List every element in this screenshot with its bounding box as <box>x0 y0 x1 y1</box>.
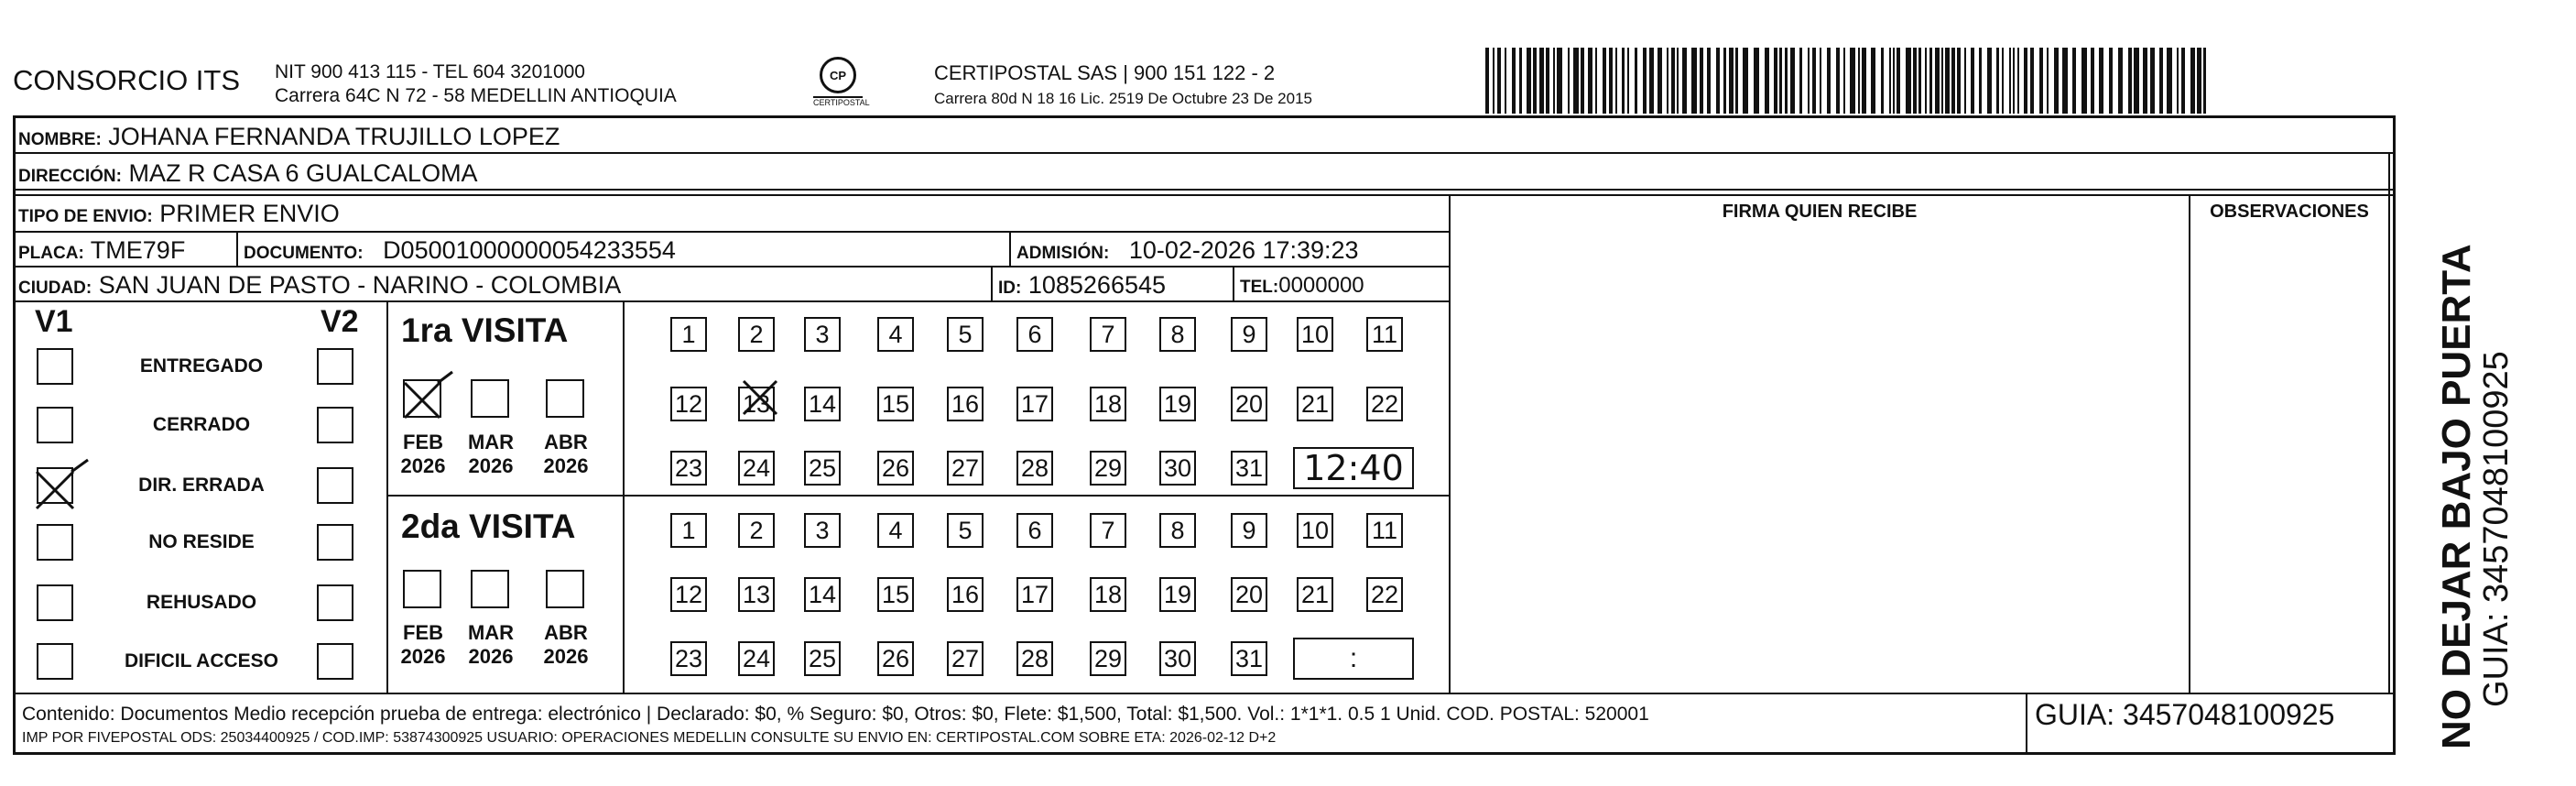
v2-checkbox[interactable] <box>317 467 353 504</box>
barcode-bar <box>2013 48 2015 114</box>
barcode-bar <box>1906 48 1911 114</box>
barcode-bar <box>1785 48 1788 114</box>
day-box[interactable]: 8 <box>1159 513 1196 548</box>
tel-field <box>1240 273 1364 299</box>
month-year: 2026 <box>543 645 589 668</box>
month-label <box>538 431 593 478</box>
day-box[interactable]: 18 <box>1090 387 1126 421</box>
documento-field <box>244 236 676 265</box>
observaciones-header: OBSERVACIONES <box>2210 202 2369 222</box>
barcode-bar <box>1765 48 1769 114</box>
month-year: 2026 <box>543 454 589 477</box>
month-label <box>463 431 518 478</box>
barcode-bar <box>1609 48 1613 114</box>
barcode-bar <box>1716 48 1720 114</box>
barcode-bar <box>1918 48 1921 114</box>
time-field[interactable] <box>1293 447 1414 489</box>
barcode-bar <box>1553 48 1555 114</box>
month-checkbox[interactable] <box>546 570 584 608</box>
day-box[interactable]: 23 <box>670 451 707 486</box>
month-year: 2026 <box>468 454 514 477</box>
admision-value: 10-02-2026 17:39:23 <box>1128 236 1359 264</box>
barcode-bar <box>1635 48 1637 114</box>
month-year: 2026 <box>400 645 446 668</box>
barcode-bar <box>1729 48 1734 114</box>
admision-label: ADMISIÓN: <box>1016 244 1110 263</box>
direccion-value: MAZ R CASA 6 GUALCALOMA <box>128 159 478 187</box>
day-box[interactable]: 20 <box>1231 387 1267 421</box>
barcode-bar <box>1827 48 1831 114</box>
barcode-bar <box>1987 48 1992 114</box>
barcode-bar <box>1893 48 1895 114</box>
barcode-bar <box>1941 48 1943 114</box>
barcode-bar <box>1913 48 1917 114</box>
day-box[interactable]: 6 <box>1016 513 1053 548</box>
barcode-bar <box>1964 48 1966 114</box>
footer-content: Contenido: Documentos Medio recepción prueba de entrega: electrónico | Declarado: $0, % Seguro: $0, Otros: $0, Flete: $1,500, Total: $1,500. Vol.: 1*1*1. 0.5 1 Unid. COD. POSTAL: 520001 <box>22 704 1649 725</box>
day-box[interactable]: 5 <box>947 513 984 548</box>
day-box[interactable]: 28 <box>1016 641 1053 676</box>
id-value: 1085266545 <box>1027 271 1167 299</box>
placa-value: TME79F <box>90 236 186 264</box>
day-box[interactable]: 13 <box>738 387 775 421</box>
barcode-bar <box>1707 48 1711 114</box>
barcode-bar <box>2017 48 2019 114</box>
day-box[interactable]: 1 <box>670 317 707 352</box>
firma-header: FIRMA QUIEN RECIBE <box>1722 202 1918 222</box>
day-box[interactable]: 10 <box>1297 513 1333 548</box>
barcode-bar <box>1573 48 1579 114</box>
v1-checkbox[interactable] <box>37 348 73 385</box>
status-label: CERRADO <box>152 414 251 435</box>
ciudad-label: CIUDAD: <box>18 278 92 298</box>
barcode-bar <box>1539 48 1544 114</box>
barcode-bar <box>1700 48 1703 114</box>
status-label: NO RESIDE <box>148 531 255 552</box>
barcode-bar <box>2047 48 2049 114</box>
barcode-bar <box>1682 48 1687 114</box>
barcode <box>1485 48 2218 114</box>
day-box[interactable]: 18 <box>1090 577 1126 612</box>
day-box[interactable]: 3 <box>804 317 841 352</box>
barcode-bar <box>1512 48 1516 114</box>
day-box[interactable]: 12 <box>670 577 707 612</box>
barcode-bar <box>2054 48 2059 114</box>
day-box[interactable]: 30 <box>1159 451 1196 486</box>
barcode-bar <box>1603 48 1606 114</box>
month-checkbox[interactable] <box>471 570 509 608</box>
status-label: ENTREGADO <box>139 355 264 377</box>
barcode-bar <box>2009 48 2011 114</box>
barcode-bar <box>2150 48 2155 114</box>
placa-field <box>18 236 185 265</box>
v2-checkbox[interactable] <box>317 643 353 680</box>
first-visit-title: 1ra VISITA <box>401 311 569 349</box>
month-checkbox[interactable] <box>546 379 584 418</box>
barcode-bar <box>2177 48 2179 114</box>
barcode-bar <box>1996 48 1999 114</box>
day-box[interactable]: 22 <box>1366 577 1403 612</box>
barcode-bar <box>2109 48 2113 114</box>
day-box[interactable]: 4 <box>877 513 914 548</box>
barcode-bar <box>1812 48 1816 114</box>
v1-checkbox[interactable] <box>37 643 73 680</box>
day-box[interactable]: 12 <box>670 387 707 421</box>
no-dejar-bajo-puerta: NO DEJAR BAJO PUERTA <box>2434 244 2479 749</box>
month-checkbox[interactable] <box>471 379 509 418</box>
barcode-bar <box>1658 48 1662 114</box>
company-name: CONSORCIO ITS <box>13 64 241 96</box>
barcode-bar <box>1858 48 1860 114</box>
barcode-bar <box>1820 48 1821 114</box>
barcode-bar <box>1774 48 1777 114</box>
barcode-bar <box>1979 48 1982 114</box>
day-box[interactable]: 29 <box>1090 641 1126 676</box>
day-box[interactable]: 17 <box>1016 387 1053 421</box>
barcode-bar <box>2081 48 2087 114</box>
barcode-bar <box>1897 48 1900 114</box>
barcode-bar <box>1519 48 1522 114</box>
day-box[interactable]: 4 <box>877 317 914 352</box>
barcode-bar <box>2159 48 2163 114</box>
barcode-bar <box>1951 48 1955 114</box>
day-box[interactable]: 6 <box>1016 317 1053 352</box>
day-box[interactable]: 20 <box>1231 577 1267 612</box>
barcode-bar <box>1677 48 1679 114</box>
day-box[interactable]: 17 <box>1016 577 1053 612</box>
barcode-bar <box>2143 48 2147 114</box>
month-label <box>538 621 593 669</box>
day-box[interactable]: 1 <box>670 513 707 548</box>
tipo-label: TIPO DE ENVIO: <box>18 207 153 226</box>
barcode-bar <box>1649 48 1654 114</box>
time-value: 12:40 <box>1303 448 1404 488</box>
nombre-field <box>18 123 560 151</box>
nombre-value: JOHANA FERNANDA TRUJILLO LOPEZ <box>108 123 560 150</box>
v2-checkbox[interactable] <box>317 407 353 443</box>
day-box[interactable]: 19 <box>1159 577 1196 612</box>
guia-number: GUIA: 3457048100925 <box>2035 698 2335 731</box>
day-box[interactable]: 7 <box>1090 513 1126 548</box>
v1-checkbox[interactable] <box>37 584 73 621</box>
day-box[interactable]: 21 <box>1297 387 1333 421</box>
day-box[interactable]: 14 <box>804 387 841 421</box>
day-box[interactable]: 10 <box>1297 317 1333 352</box>
barcode-bar <box>2039 48 2043 114</box>
barcode-bar <box>1799 48 1802 114</box>
day-box[interactable]: 25 <box>804 641 841 676</box>
barcode-bar <box>1691 48 1697 114</box>
barcode-bar <box>2167 48 2172 114</box>
barcode-bar <box>1497 48 1501 114</box>
day-box[interactable]: 16 <box>947 577 984 612</box>
direccion-label: DIRECCIÓN: <box>18 167 122 186</box>
barcode-bar <box>1935 48 1940 114</box>
v1-header: V1 <box>35 304 73 339</box>
day-box[interactable]: 19 <box>1159 387 1196 421</box>
direccion-field <box>18 159 478 188</box>
barcode-bar <box>2002 48 2004 114</box>
barcode-bar <box>1889 48 1891 114</box>
barcode-bar <box>1627 48 1629 114</box>
day-box[interactable]: 31 <box>1231 451 1267 486</box>
time-value: : <box>1349 643 1358 673</box>
barcode-bar <box>1527 48 1531 114</box>
barcode-bar <box>2062 48 2068 114</box>
barcode-bar <box>2203 48 2206 114</box>
barcode-bar <box>1850 48 1855 114</box>
barcode-bar <box>2128 48 2132 114</box>
admision-field <box>1016 236 1359 265</box>
month-label <box>463 621 518 669</box>
v2-header: V2 <box>321 304 359 339</box>
barcode-bar <box>1588 48 1592 114</box>
day-box[interactable]: 15 <box>877 387 914 421</box>
barcode-bar <box>1843 48 1845 114</box>
v1-checkbox[interactable] <box>37 524 73 561</box>
barcode-bar <box>1808 48 1810 114</box>
barcode-bar <box>1945 48 1950 114</box>
barcode-bar <box>1871 48 1875 114</box>
month-name: FEB <box>403 431 443 453</box>
side-notice <box>2436 244 2515 749</box>
day-box[interactable]: 25 <box>804 451 841 486</box>
month-name: ABR <box>544 621 588 644</box>
barcode-bar <box>1568 48 1570 114</box>
day-box[interactable]: 5 <box>947 317 984 352</box>
day-box[interactable]: 3 <box>804 513 841 548</box>
id-field <box>998 271 1166 300</box>
v1-checkbox[interactable] <box>37 467 73 504</box>
day-box[interactable]: 15 <box>877 577 914 612</box>
status-label: DIFICIL ACCESO <box>124 650 278 671</box>
tel-value: 0000000 <box>1278 273 1364 298</box>
barcode-bar <box>2197 48 2201 114</box>
month-name: MAR <box>467 431 515 453</box>
barcode-bar <box>1493 48 1495 114</box>
barcode-bar <box>1754 48 1759 114</box>
placa-label: PLACA: <box>18 244 84 263</box>
barcode-bar <box>1533 48 1537 114</box>
day-box[interactable]: 24 <box>738 451 775 486</box>
nit-line: NIT 900 413 115 - TEL 604 3201000 <box>275 61 585 82</box>
tipo-value: PRIMER ENVIO <box>159 200 340 227</box>
day-box[interactable]: 13 <box>738 577 775 612</box>
day-box[interactable]: 31 <box>1231 641 1267 676</box>
month-label <box>396 621 451 669</box>
tipo-field <box>18 200 340 228</box>
nombre-label: NOMBRE: <box>18 130 102 149</box>
day-box[interactable]: 28 <box>1016 451 1053 486</box>
day-box[interactable]: 11 <box>1366 513 1403 548</box>
month-name: ABR <box>544 431 588 453</box>
barcode-bar <box>1557 48 1562 114</box>
month-year: 2026 <box>400 454 446 477</box>
certipostal-line: CERTIPOSTAL SAS | 900 151 122 - 2 <box>934 61 1276 84</box>
v1-checkbox[interactable] <box>37 407 73 443</box>
documento-label: DOCUMENTO: <box>244 244 364 263</box>
documento-value: D05001000000054233554 <box>383 236 676 264</box>
barcode-bar <box>1881 48 1884 114</box>
day-box[interactable]: 21 <box>1297 577 1333 612</box>
v2-checkbox[interactable] <box>317 348 353 385</box>
month-checkbox[interactable] <box>403 570 441 608</box>
status-label: REHUSADO <box>146 592 257 613</box>
barcode-bar <box>1743 48 1748 114</box>
month-checkbox[interactable] <box>403 379 441 418</box>
barcode-bar <box>1671 48 1675 114</box>
barcode-bar <box>1622 48 1625 114</box>
day-box[interactable]: 7 <box>1090 317 1126 352</box>
barcode-bar <box>2118 48 2123 114</box>
day-box[interactable]: 9 <box>1231 513 1267 548</box>
barcode-bar <box>1862 48 1866 114</box>
month-name: MAR <box>467 621 515 644</box>
barcode-bar <box>2134 48 2139 114</box>
v2-checkbox[interactable] <box>317 524 353 561</box>
day-box[interactable]: 23 <box>670 641 707 676</box>
day-box[interactable]: 27 <box>947 451 984 486</box>
barcode-bar <box>1546 48 1549 114</box>
company-info <box>275 60 677 108</box>
barcode-bar <box>1957 48 1961 114</box>
v2-checkbox[interactable] <box>317 584 353 621</box>
time-field[interactable] <box>1293 638 1414 680</box>
barcode-bar <box>1971 48 1974 114</box>
barcode-bar <box>2030 48 2034 114</box>
barcode-bar <box>1723 48 1726 114</box>
day-box[interactable]: 22 <box>1366 387 1403 421</box>
day-box[interactable]: 11 <box>1366 317 1403 352</box>
barcode-bar <box>1779 48 1782 114</box>
second-visit-title: 2da VISITA <box>401 508 576 545</box>
barcode-bar <box>1836 48 1840 114</box>
day-box[interactable]: 24 <box>738 641 775 676</box>
ciudad-field <box>18 271 621 300</box>
barcode-bar <box>2099 48 2103 114</box>
certipostal-logo <box>813 57 870 107</box>
certipostal-address: Carrera 80d N 18 16 Lic. 2519 De Octubre 23 De 2015 <box>934 90 1312 107</box>
ciudad-value: SAN JUAN DE PASTO - NARINO - COLOMBIA <box>98 271 622 299</box>
day-box[interactable]: 29 <box>1090 451 1126 486</box>
barcode-bar <box>2072 48 2076 114</box>
barcode-bar <box>1615 48 1617 114</box>
certipostal-info <box>934 60 1312 112</box>
barcode-bar <box>2024 48 2027 114</box>
day-box[interactable]: 27 <box>947 641 984 676</box>
barcode-bar <box>1505 48 1506 114</box>
day-box[interactable]: 16 <box>947 387 984 421</box>
barcode-bar <box>1667 48 1668 114</box>
barcode-bar <box>1925 48 1927 114</box>
barcode-bar <box>1790 48 1795 114</box>
month-name: FEB <box>403 621 443 644</box>
barcode-bar <box>2091 48 2094 114</box>
side-guia: GUIA: 3457048100925 <box>2477 351 2516 707</box>
barcode-bar <box>1735 48 1738 114</box>
barcode-bar <box>1643 48 1647 114</box>
day-box[interactable]: 14 <box>804 577 841 612</box>
logo-icon: CP <box>820 57 856 93</box>
day-box[interactable]: 30 <box>1159 641 1196 676</box>
day-box[interactable]: 26 <box>877 451 914 486</box>
barcode-bar <box>1581 48 1584 114</box>
barcode-bar <box>1595 48 1597 114</box>
day-box[interactable]: 9 <box>1231 317 1267 352</box>
barcode-bar <box>2190 48 2195 114</box>
address-line: Carrera 64C N 72 - 58 MEDELLIN ANTIOQUIA <box>275 85 677 106</box>
day-box[interactable]: 26 <box>877 641 914 676</box>
month-year: 2026 <box>468 645 514 668</box>
barcode-bar <box>2181 48 2185 114</box>
barcode-bar <box>1929 48 1932 114</box>
id-label: ID: <box>998 278 1022 298</box>
logo-text: CERTIPOSTAL <box>813 98 870 107</box>
barcode-bar <box>1485 48 1489 114</box>
day-box[interactable]: 2 <box>738 317 775 352</box>
day-box[interactable]: 2 <box>738 513 775 548</box>
footer-info: IMP POR FIVEPOSTAL ODS: 25034400925 / COD.IMP: 53874300925 USUARIO: OPERACIONES MEDELLIN CONSULTE SU ENVIO EN: CERTIPOSTAL.COM SOBRE ETA: 2026-02-12 D+2 <box>22 730 1277 746</box>
tel-label: TEL: <box>1240 278 1279 297</box>
status-label: DIR. ERRADA <box>138 475 265 496</box>
day-box[interactable]: 8 <box>1159 317 1196 352</box>
month-label <box>396 431 451 478</box>
